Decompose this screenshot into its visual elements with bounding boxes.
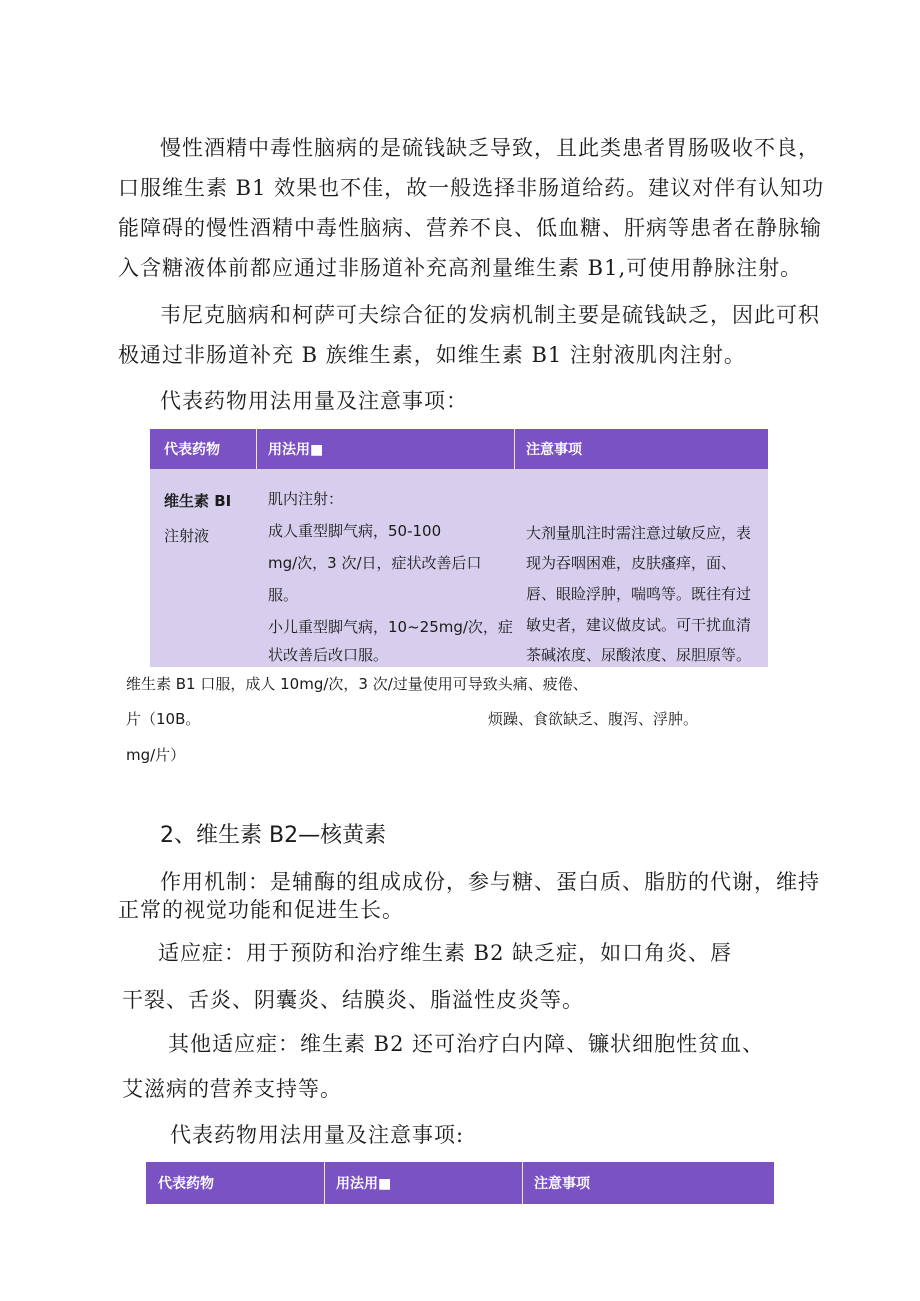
drug-form: 注射液 (164, 527, 210, 545)
header-divider (514, 429, 515, 469)
row2-line: 片（10B。 (126, 710, 201, 728)
paragraph-line: 作用机制：是辅酶的组成成份，参与糖、蛋白质、脂肪的代谢，维持 (160, 870, 820, 894)
table-header (150, 429, 768, 469)
notes-line: 现为吞咽困难，皮肤瘙痒，面、 (526, 554, 737, 572)
usage-line: mg/次，3 次/日，症状改善后口 (268, 554, 482, 572)
usage-line: 小儿重型脚气病，10~25mg/次，症 (268, 618, 513, 636)
header-notes: 注意事项 (534, 1176, 590, 1192)
paragraph-line: 正常的视觉功能和促进生长。 (118, 898, 404, 922)
header-drug: 代表药物 (158, 1176, 214, 1192)
table-intro: 代表药物用法用量及注意事项： (160, 389, 468, 413)
notes-line: 大剂量肌注时需注意过敏反应，表 (526, 524, 752, 542)
paragraph-line: 极通过非肠道补充 B 族维生素，如维生素 B1 注射液肌肉注射。 (118, 343, 746, 367)
header-divider (256, 429, 257, 469)
usage-line: 成人重型脚气病，50-100 (268, 522, 442, 540)
paragraph-line: 能障碍的慢性酒精中毒性脑病、营养不良、低血糖、肝病等患者在静脉输 (118, 216, 822, 240)
paragraph-line: 口服维生素 B1 效果也不佳，故一般选择非肠道给药。建议对伴有认知功 (118, 176, 825, 200)
paragraph-line: 干裂、舌炎、阴囊炎、结膜炎、脂溢性皮炎等。 (122, 988, 584, 1012)
header-usage: 用法用■ (268, 442, 324, 458)
row2-line: 烦躁、食欲缺乏、腹泻、浮肿。 (488, 710, 699, 728)
row2-line: 维生素 B1 口服，成人 10mg/次，3 次/过量使用可导致头痛、疲倦、 (126, 675, 588, 693)
drug-name: 维生素 BI (164, 492, 232, 510)
section-heading: 2、维生素 B2—核黄素 (160, 823, 387, 848)
table-header (146, 1162, 774, 1204)
header-divider (522, 1162, 523, 1204)
notes-line: 茶碱浓度、尿酸浓度、尿胆原等。 (526, 646, 752, 664)
paragraph-line: 入含糖液体前都应通过非肠道补充高剂量维生素 B1,可使用静脉注射。 (118, 256, 803, 280)
paragraph-line: 慢性酒精中毒性脑病的是硫钱缺乏导致，且此类患者胃肠吸收不良， (160, 136, 820, 160)
paragraph-line: 适应症：用于预防和治疗维生素 B2 缺乏症，如口角炎、唇 (158, 941, 733, 965)
table-intro: 代表药物用法用量及注意事项: (170, 1123, 465, 1147)
header-divider (324, 1162, 325, 1204)
usage-line: 服。 (268, 586, 299, 604)
paragraph-line: 艾滋病的营养支持等。 (122, 1077, 342, 1101)
header-usage: 用法用■ (336, 1176, 392, 1192)
header-drug: 代表药物 (164, 442, 220, 458)
paragraph-line: 其他适应症：维生素 B2 还可治疗白内障、镰状细胞性贫血、 (168, 1032, 765, 1056)
paragraph-line: 韦尼克脑病和柯萨可夫综合征的发病机制主要是硫钱缺乏，因此可积 (160, 303, 820, 327)
row2-line: mg/片） (126, 746, 186, 764)
usage-line: 肌内注射： (268, 490, 344, 508)
header-notes: 注意事项 (526, 442, 582, 458)
notes-line: 敏史者，建议做皮试。可干扰血清 (526, 616, 752, 634)
usage-line: 状改善后改口服。 (268, 646, 389, 664)
notes-line: 唇、眼睑浮肿，喘鸣等。既往有过 (526, 585, 752, 603)
